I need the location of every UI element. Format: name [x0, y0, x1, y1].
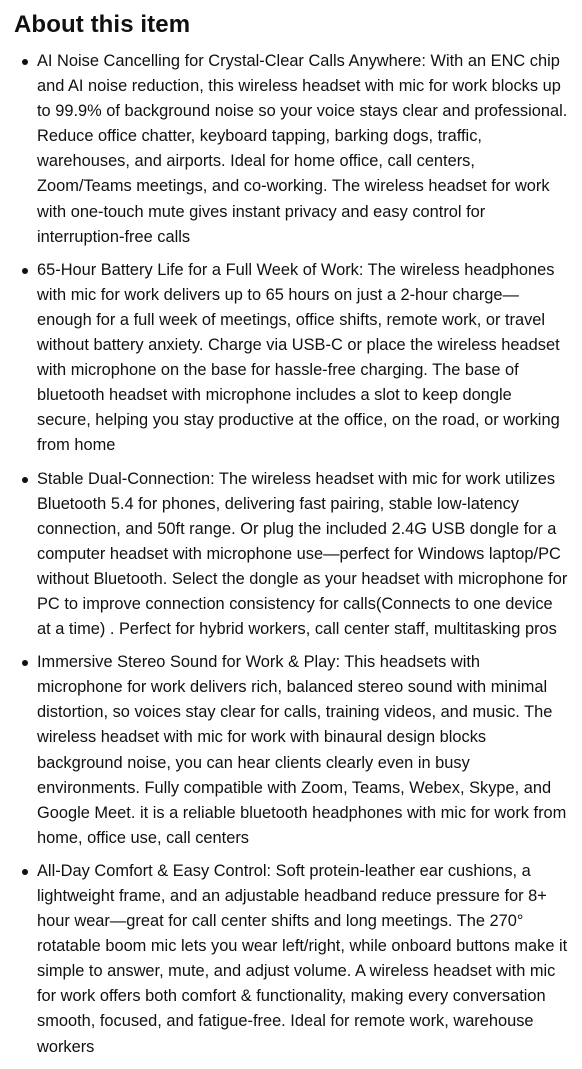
- feature-bullet-text: Immersive Stereo Sound for Work & Play: This headsets with microphone for work delivers rich, balanced stereo sound with minimal distortion, so voices stay clear for calls, training videos, and music. The wireless headset with mic for work with binaural design blocks background noise, you can hear clients clearly even in busy environments. Fully compatible with Zoom, Teams, Webex, Skype, and Google Meet. it is a reliable bluetooth headphones with mic for work from home, office use, call centers: [37, 653, 567, 847]
- feature-bullet-text: AI Noise Cancelling for Crystal-Clear Calls Anywhere: With an ENC chip and AI noise reduction, this wireless headset with mic for work blocks up to 99.9% of background noise so your voice stays clear and professional. Reduce office chatter, keyboard tapping, barking dogs, traffic, warehouses, and airports. Ideal for home office, call centers, Zoom/Teams meetings, and co-working. The wireless headset for work with one-touch mute gives instant privacy and easy control for interruption-free calls: [37, 52, 568, 246]
- bullet-dot-icon: [22, 660, 28, 666]
- feature-bullet-text: 65-Hour Battery Life for a Full Week of Work: The wireless headphones with mic for work delivers up to 65 hours on just a 2-hour charge—enough for a full week of meetings, office shifts, remote work, or travel without battery anxiety. Charge via USB-C or place the wireless headset with microphone on the base for hassle-free charging. The base of bluetooth headset with microphone includes a slot to keep dongle secure, helping you stay productive at the office, on the road, or working from home: [37, 260, 560, 455]
- feature-bullet-text: Stable Dual-Connection: The wireless headset with mic for work utilizes Bluetooth 5.4 for phones, delivering fast pairing, stable low-latency connection, and 50ft range. Or plug the included 2.4G USB dongle for a computer headset with microphone use—perfect for Windows laptop/PC without Bluetooth. Select the dongle as your headset with microphone for PC to improve connection consistency for calls(Connects to one device at a time) . Perfect for hybrid workers, call center staff, multitasking pros: [37, 469, 568, 639]
- feature-bullet-1: [14, 49, 568, 250]
- feature-bullet-4: [14, 650, 568, 851]
- bullet-dot-icon: [22, 477, 28, 483]
- bullet-dot-icon: [22, 869, 28, 875]
- feature-bullet-2: [14, 258, 568, 459]
- feature-bullet-text: All-Day Comfort & Easy Control: Soft protein-leather ear cushions, a lightweight frame, and an adjustable headband reduce pressure for 8+ hour wear—great for call center shifts and long meetings. The 270° rotatable boom mic lets you wear left/right, while onboard buttons make it simple to answer, mute, and adjust volume. A wireless headset with mic for work offers both comfort & functionality, making every conversation smooth, focused, and fatigue-free. Ideal for remote work, warehouse workers: [37, 861, 568, 1056]
- bullet-dot-icon: [22, 268, 28, 274]
- bullet-dot-icon: [22, 59, 28, 65]
- feature-bullet-5: [14, 859, 568, 1060]
- feature-bullet-list: [14, 49, 568, 1060]
- feature-bullet-3: [14, 467, 568, 643]
- section-title: About this item: [14, 11, 191, 38]
